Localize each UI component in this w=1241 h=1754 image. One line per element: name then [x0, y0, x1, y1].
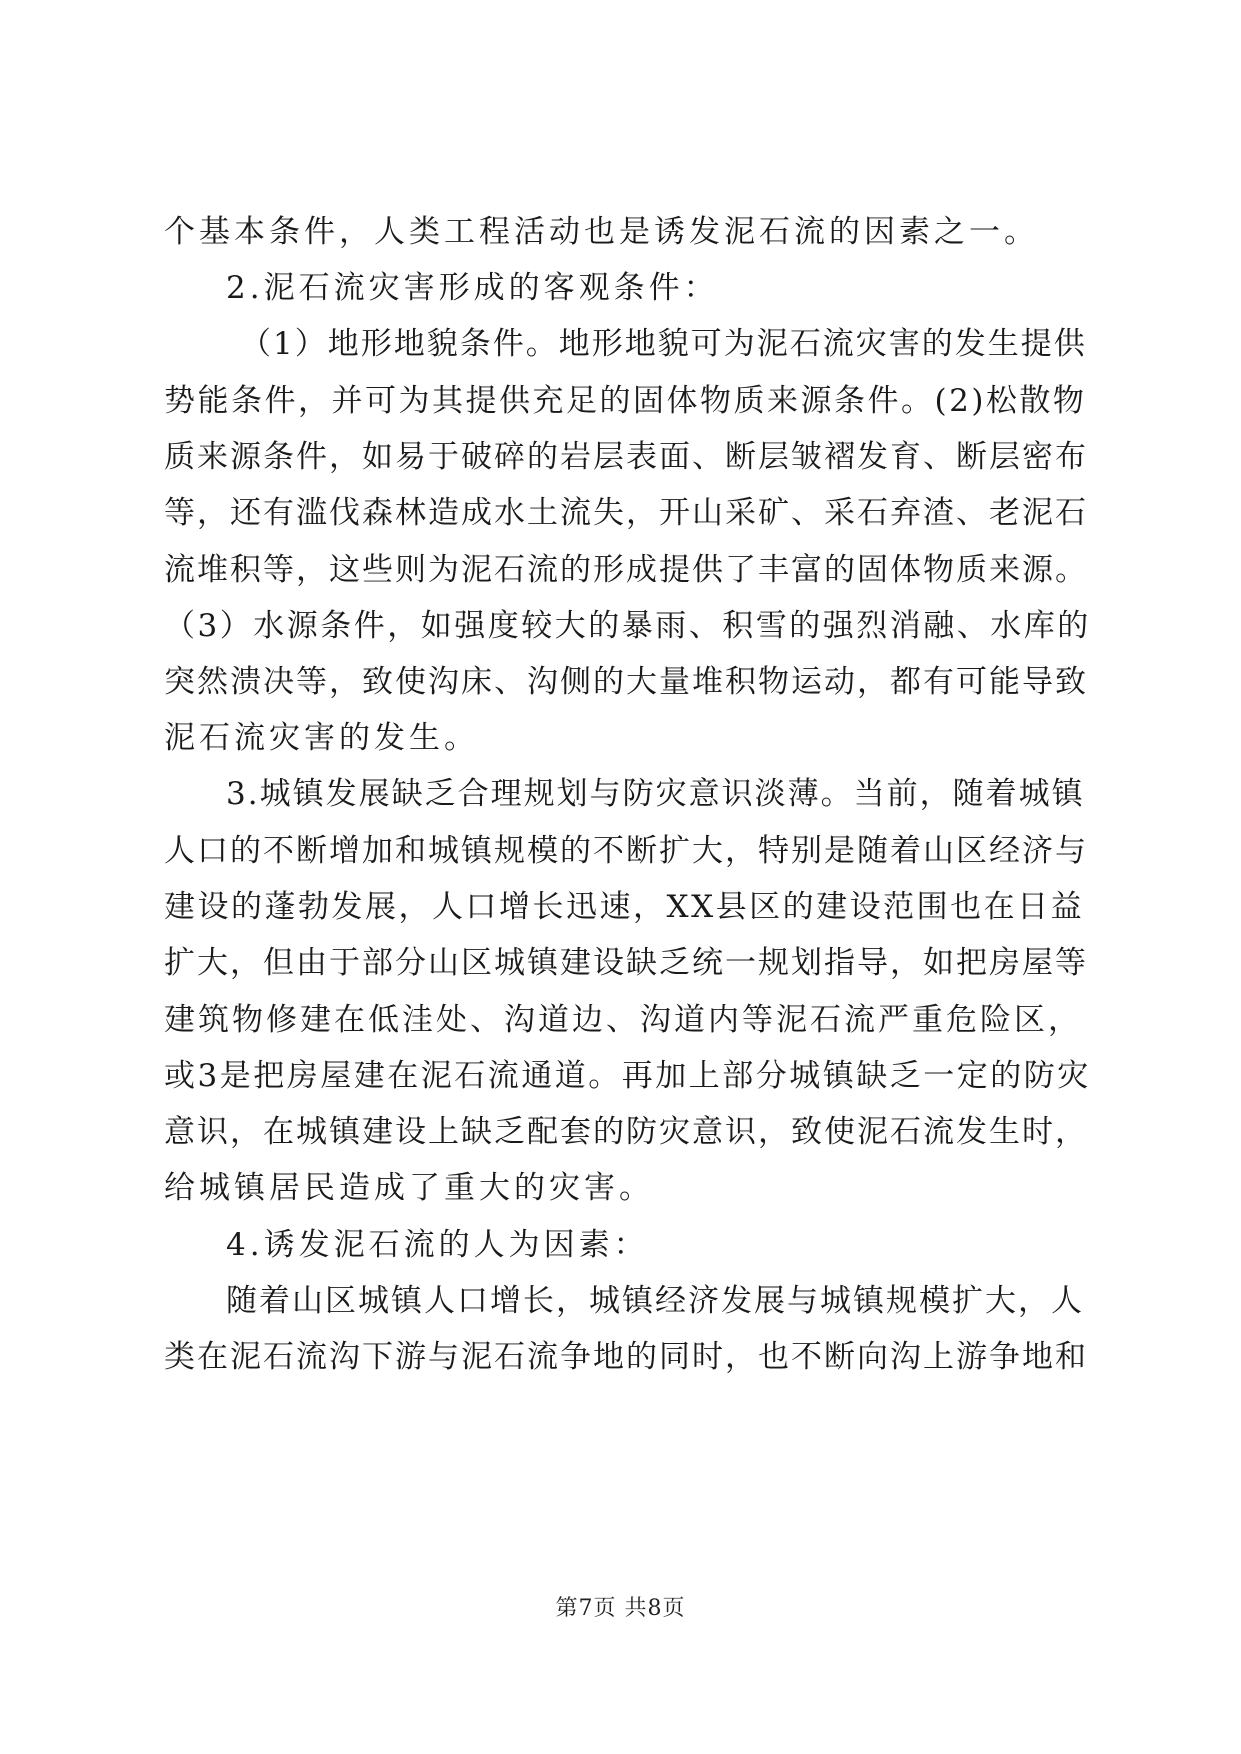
text-line: 扩大，但由于部分山区城镇建设缺乏统一规划指导，如把房屋等 — [164, 945, 1088, 981]
text-line: 建筑物修建在低洼处、沟道边、沟道内等泥石流严重危险区， — [164, 1002, 1082, 1038]
text-line: （1）地形地貌条件。地形地貌可为泥石流灾害的发生提供 — [240, 326, 1087, 362]
text-line: 意识，在城镇建设上缺乏配套的防灾意识，致使泥石流发生时， — [164, 1114, 1088, 1150]
text-line: 随着山区城镇人口增长，城镇经济发展与城镇规模扩大，人 — [226, 1283, 1084, 1319]
text-line: 或3是把房屋建在泥石流通道。再加上部分城镇缺乏一定的防灾 — [164, 1058, 1091, 1094]
text-line: 人口的不断增加和城镇规模的不断扩大，特别是随着山区经济与 — [164, 833, 1088, 869]
section-heading-3: 3.城镇发展缺乏合理规划与防灾意识淡薄。当前，随着城镇 — [226, 776, 1085, 812]
text-line: 突然溃决等，致使沟床、沟侧的大量堆积物运动，都有可能导致 — [164, 664, 1088, 700]
text-line: 等，还有滥伐森林造成水土流失，开山采矿、采石弃渣、老泥石 — [164, 495, 1088, 531]
text-line: 质来源条件，如易于破碎的岩层表面、断层皱褶发育、断层密布 — [164, 439, 1088, 475]
text-line: 流堆积等，这些则为泥石流的形成提供了丰富的固体物质来源。 — [164, 552, 1088, 588]
section-heading-4: 4.诱发泥石流的人为因素： — [226, 1227, 649, 1263]
text-line: 类在泥石流沟下游与泥石流争地的同时，也不断向沟上游争地和 — [164, 1339, 1088, 1375]
text-line: 给城镇居民造成了重大的灾害。 — [164, 1170, 654, 1206]
text-line: （3）水源条件，如强度较大的暴雨、积雪的强烈消融、水库的 — [164, 608, 1091, 644]
text-line: 泥石流灾害的发生。 — [164, 720, 479, 756]
text-line: 势能条件，并可为其提供充足的固体物质来源条件。(2)松散物 — [164, 383, 1087, 419]
page-footer: 第7页 共8页 — [555, 1596, 686, 1621]
text-line: 个基本条件，人类工程活动也是诱发泥石流的因素之一。 — [164, 214, 1039, 250]
text-line: 建设的蓬勃发展，人口增长迅速，XX县区的建设范围也在日益 — [164, 889, 1085, 925]
section-heading-2: 2.泥石流灾害形成的客观条件： — [226, 270, 719, 306]
